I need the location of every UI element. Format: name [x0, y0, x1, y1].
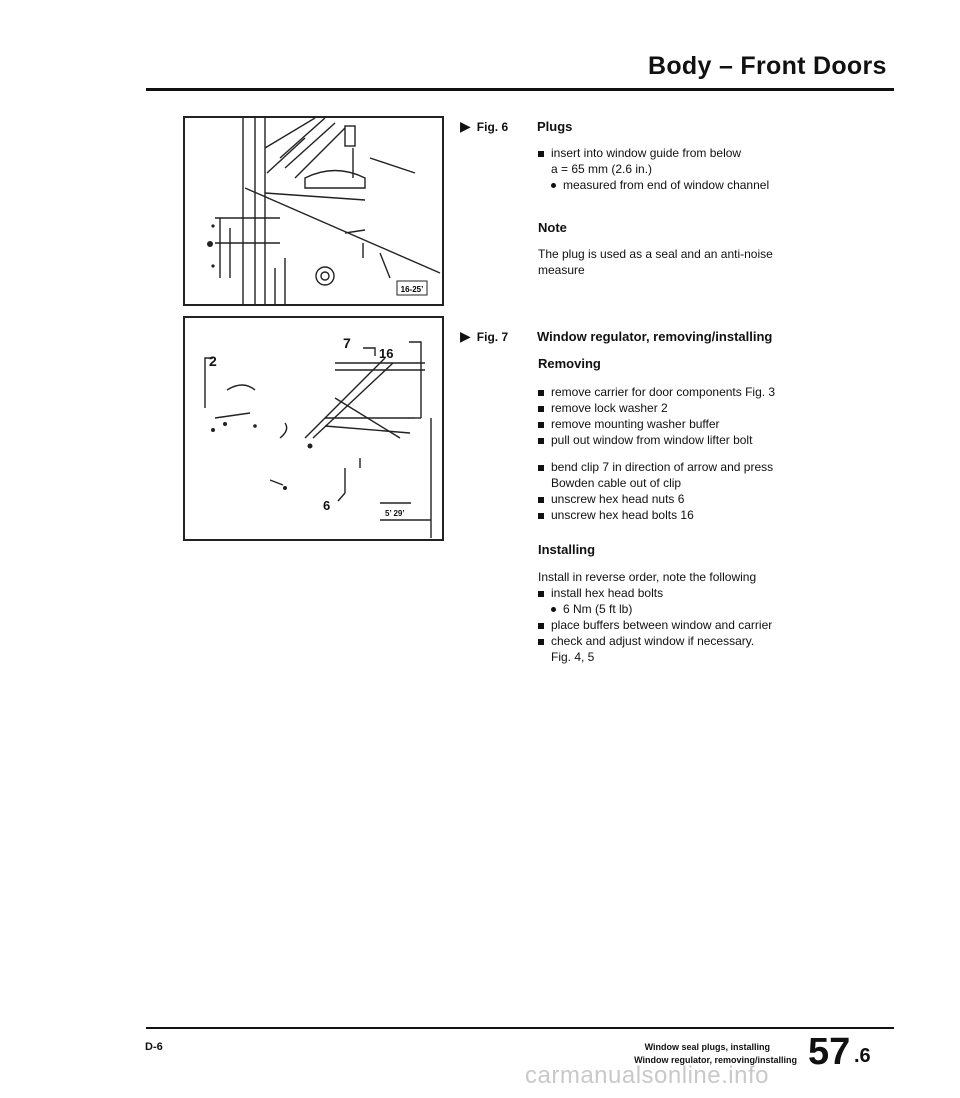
bullet-icon	[538, 151, 544, 157]
figure-7-code: 5’ 29’	[385, 509, 405, 518]
bullet-icon	[538, 513, 544, 519]
bullet-icon	[538, 497, 544, 503]
bullet-icon	[538, 406, 544, 412]
watermark-text: carmanualsonline.info	[525, 1062, 769, 1089]
footer-page-code: D-6	[145, 1041, 163, 1053]
footer-topic-2: Window regulator, removing/installing	[634, 1055, 797, 1065]
list-item: pull out window from window lifter bolt	[538, 432, 752, 448]
door-window-plug-diagram	[185, 118, 442, 304]
footer-rule	[146, 1027, 894, 1029]
list-item: Bowden cable out of clip	[551, 476, 682, 490]
installing-intro: Install in reverse order, note the following	[538, 570, 757, 584]
pointer-arrow-icon: ▶	[460, 118, 471, 134]
list-item: remove carrier for door components Fig. 3	[538, 384, 775, 400]
bullet-icon	[538, 591, 544, 597]
dot-icon	[551, 183, 556, 188]
list-item: 6 Nm (5 ft lb)	[551, 601, 632, 617]
bullet-icon	[538, 390, 544, 396]
bullet-icon	[538, 639, 544, 645]
pointer-arrow-icon: ▶	[460, 328, 471, 344]
figure-7-label-6: 6	[323, 498, 331, 513]
figure-6-illustration	[183, 116, 444, 306]
removing-heading: Removing	[538, 356, 601, 371]
bullet-icon	[538, 438, 544, 444]
fig-6-reference	[460, 118, 508, 136]
window-regulator-diagram	[185, 318, 442, 539]
list-item: Fig. 4, 5	[551, 650, 595, 664]
plugs-heading: Plugs	[537, 119, 573, 134]
installing-heading: Installing	[538, 542, 596, 557]
bullet-icon	[538, 623, 544, 629]
footer-page-number: .6	[854, 1045, 871, 1067]
bullet-icon	[538, 465, 544, 471]
dot-icon	[551, 607, 556, 612]
figure-7-label-16: 16	[379, 346, 394, 361]
list-item: unscrew hex head nuts 6	[538, 491, 684, 507]
list-item: place buffers between window and carrier	[538, 617, 772, 633]
fig-7-reference	[460, 328, 508, 346]
window-regulator-heading: Window regulator, removing/installing	[537, 329, 773, 344]
figure-7-label-2: 2	[209, 353, 217, 369]
figure-7-label-7: 7	[343, 335, 351, 351]
figure-6-code: 16-25’	[400, 285, 424, 294]
note-text: The plug is used as a seal and an anti-noise	[538, 247, 773, 261]
note-text: measure	[538, 263, 585, 277]
list-item: a = 65 mm (2.6 in.)	[551, 162, 653, 176]
page-title: Body – Front Doors	[648, 52, 887, 80]
list-item: unscrew hex head bolts 16	[538, 507, 694, 523]
list-item: install hex head bolts	[538, 585, 663, 601]
list-item: measured from end of window channel	[551, 177, 769, 193]
fig-7-label: Fig. 7	[476, 330, 509, 344]
list-item: remove mounting washer buffer	[538, 416, 720, 432]
note-heading: Note	[538, 220, 567, 235]
footer-section-number: 57	[808, 1031, 851, 1073]
footer-topic-1: Window seal plugs, installing	[644, 1042, 770, 1052]
fig-6-label: Fig. 6	[476, 120, 509, 134]
header-rule	[146, 88, 894, 91]
list-item: remove lock washer 2	[538, 400, 668, 416]
bullet-icon	[538, 422, 544, 428]
list-item: bend clip 7 in direction of arrow and press	[538, 459, 773, 475]
list-item: insert into window guide from below	[538, 145, 741, 161]
list-item: check and adjust window if necessary.	[538, 633, 754, 649]
figure-7-illustration	[183, 316, 444, 541]
